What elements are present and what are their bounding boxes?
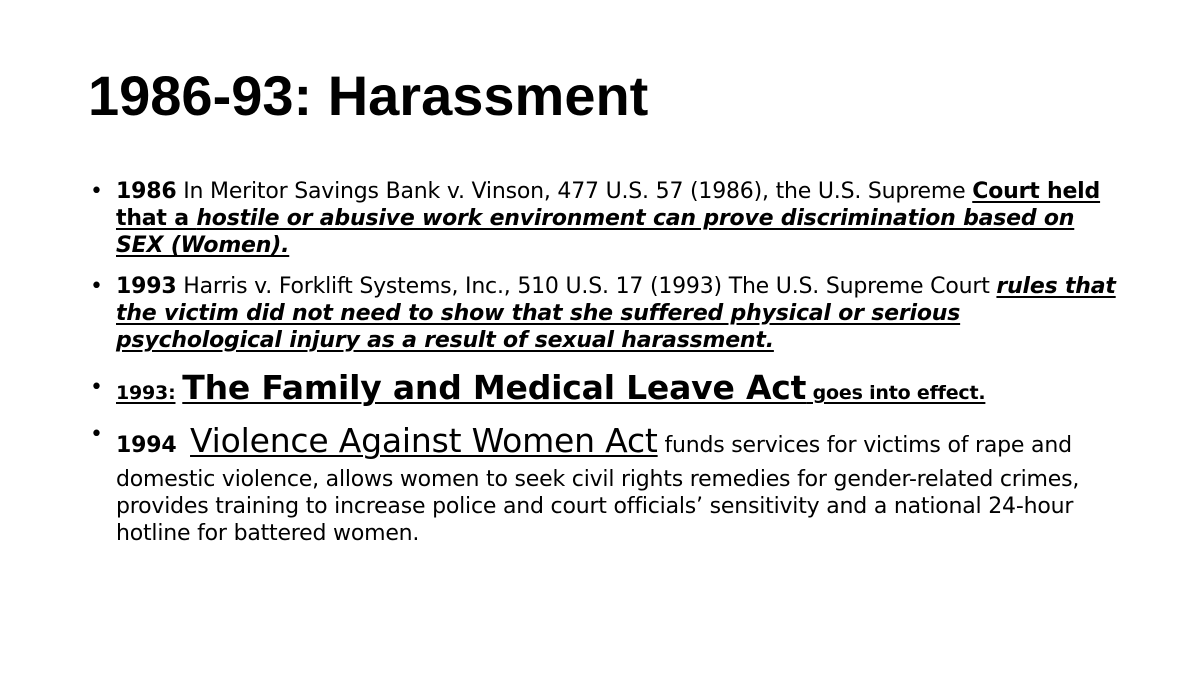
bullet-emphasis-italic: rules that the victim did not need to show that she suffered physical or serious psychological injury as a result of sexual harassment.	[116, 274, 1116, 353]
bullet-item-1993-harris	[116, 273, 1126, 354]
bullet-text: In Meritor Savings Bank v. Vinson, 477 U.S. 57 (1986), the U.S. Supreme	[176, 179, 973, 204]
bullet-emphasis: Court held that a	[116, 179, 1101, 231]
bullet-year: 1993:	[116, 382, 176, 404]
bullet-item-1993-fmla	[116, 368, 1126, 413]
bullet-item-1994	[116, 421, 1126, 547]
bullet-text: Harris v. Forklift Systems, Inc., 510 U.S. 17 (1993) The U.S. Supreme Court	[176, 274, 997, 299]
bullet-year: 1986	[116, 179, 177, 204]
bullet-emphasis-italic: hostile or abusive work environment can prove discrimination based on SEX (Women).	[116, 206, 1075, 258]
bullet-list	[116, 178, 1126, 561]
bullet-item-1986	[116, 178, 1126, 259]
bullet-suffix: goes into effect.	[806, 382, 986, 404]
bullet-year: 1993	[116, 274, 177, 299]
act-name: The Family and Medical Leave Act	[182, 368, 807, 407]
bullet-year: 1994	[116, 433, 177, 458]
act-name: Violence Against Women Act	[190, 421, 658, 460]
slide-title: 1986-93: Harassment	[88, 64, 649, 127]
bullet-text: funds services for victims of rape and domestic violence, allows women to seek civil rights remedies for gender-related crimes, provides training to increase police and court officials’ sensitivity and a national 24-hour hotline for battered women.	[116, 433, 1080, 546]
